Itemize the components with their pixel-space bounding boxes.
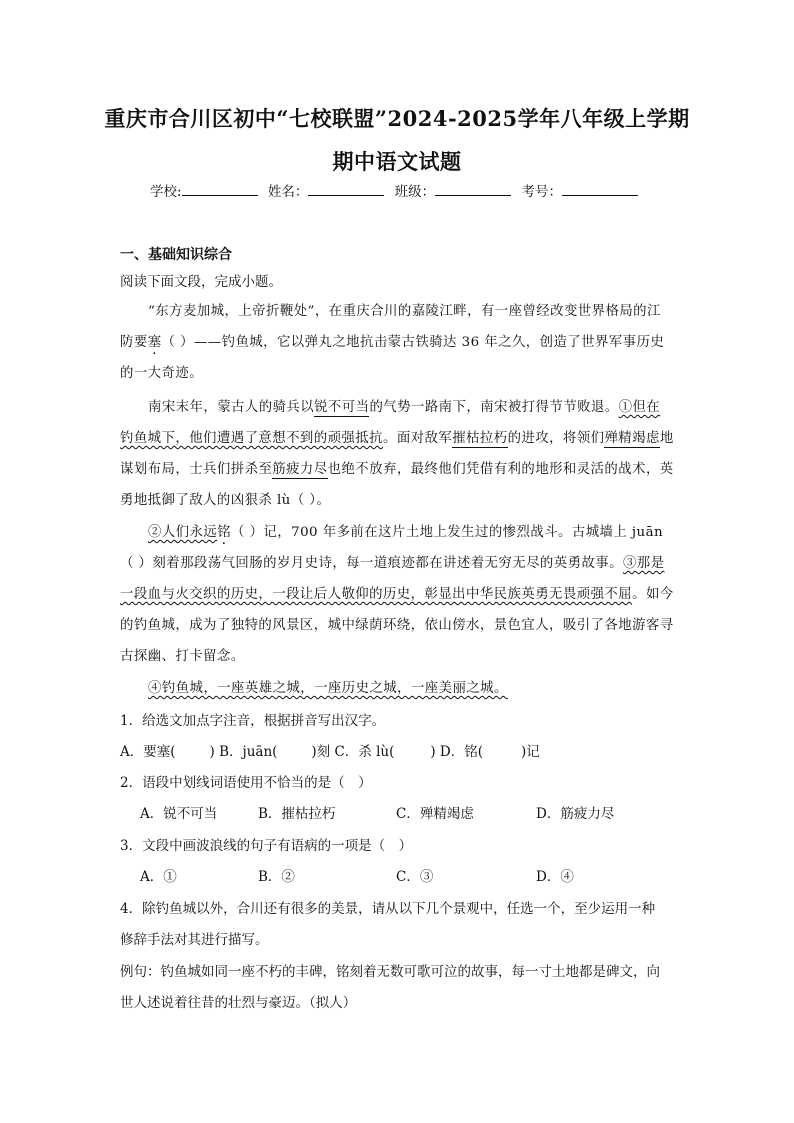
q3-option-d[interactable]: D．④ — [536, 869, 574, 885]
name-label: 姓名： — [267, 184, 309, 200]
passage-p3-line3 — [120, 583, 674, 602]
class-blank[interactable] — [435, 183, 511, 196]
question-4-line2: 修辞手法对其进行描写。 — [120, 932, 269, 948]
name-blank[interactable] — [308, 183, 384, 196]
school-label: 学校: — [150, 184, 182, 200]
q2-option-b[interactable]: B．摧枯拉朽 — [258, 806, 336, 822]
passage-p4 — [148, 677, 508, 696]
wavy-sentence-1-start: ①但在 — [618, 400, 661, 415]
text-span: 南宋末年，蒙古人的骑兵以 — [148, 400, 315, 415]
underlined-word-1: 锐不可当 — [314, 400, 370, 415]
question-2: 2．语段中划线词语使用不恰当的是（ ） — [120, 775, 372, 791]
text-span: 的气势一路南下，南宋被打得节节败退。 — [369, 400, 619, 415]
wavy-sentence-4: ④钓鱼城，一座英雄之城，一座历史之城，一座美丽之城。 — [148, 681, 508, 696]
wavy-sentence-3-start: ③那是 — [622, 556, 665, 571]
exam-title-line2: 期中语文试题 — [332, 149, 462, 174]
school-blank[interactable] — [182, 183, 258, 196]
text-span: 地 — [659, 431, 674, 446]
q1-option-b: ) B．juān( — [209, 744, 278, 760]
text-span: （ ）记，700 年多前在这片土地上发生过的惨烈战斗。古城墙上 juān — [231, 525, 664, 540]
text-span: 防要 — [120, 335, 148, 350]
text-span: 也绝不放弃，最终他们凭借有利的地形和灵活的战术，英 — [327, 462, 674, 477]
section-instruction: 阅读下面文段，完成小题。 — [120, 274, 282, 290]
wavy-sentence-3-end: 一段血与火交织的历史，一段让后人敬仰的历史，彰显出中华民族英勇无畏顽强不屈 — [120, 587, 633, 602]
q2-option-d[interactable]: D．筋疲力尽 — [536, 806, 615, 822]
student-info-row — [0, 180, 794, 200]
dotted-char-sai: 塞 — [147, 335, 162, 350]
text-span: 。如今 — [632, 587, 674, 602]
example-line2: 世人述说着往昔的壮烈与豪迈。（拟人） — [120, 995, 357, 1011]
q3-option-c[interactable]: C．③ — [396, 869, 434, 885]
q1-option-c: )刻 C．杀 lù( — [311, 744, 395, 760]
dotted-char-ming: 铭 — [217, 525, 232, 540]
underlined-word-4: 筋疲力尽 — [272, 462, 328, 477]
q2-option-a[interactable]: A．锐不可当 — [140, 806, 218, 822]
example-line1: 例句：钓鱼城如同一座不朽的丰碑，铭刻着无数可歌可泣的故事，每一寸土地都是碑文，向 — [120, 964, 660, 980]
q1-option-a: A．要塞( — [120, 744, 176, 760]
passage-p2-line2 — [120, 427, 674, 446]
q3-option-a[interactable]: A．① — [140, 869, 177, 885]
exam-number-label: 考号： — [521, 184, 562, 200]
q3-option-b[interactable]: B．② — [258, 869, 295, 885]
exam-title-line1: 重庆市合川区初中“七校联盟”2024-2025学年八年级上学期 — [104, 106, 690, 131]
wavy-sentence-1-end: 钓鱼城下，他们遭遇了意想不到的顽强抵抗 — [120, 431, 383, 446]
text-span: （ ）——钓鱼城，它以弹丸之地抗击蒙古铁骑达 36 年之久，创造了世界军事历史 — [161, 335, 665, 350]
text-span: 。面对敌军 — [382, 431, 453, 446]
question-1-options — [120, 740, 540, 760]
q1-option-end: )记 — [521, 744, 540, 760]
section-heading: 一、基础知识综合 — [120, 247, 232, 263]
underlined-word-2: 摧枯拉朽 — [452, 431, 508, 446]
passage-p3-line1 — [148, 521, 663, 540]
passage-p1-line3: 的一大奇迹。 — [120, 366, 204, 381]
text-span: 谋划布局，士兵们拼杀至 — [120, 462, 273, 477]
question-3: 3．文段中画波浪线的句子有语病的一项是（ ） — [120, 838, 413, 854]
underlined-word-3: 殚精竭虑 — [604, 431, 660, 446]
passage-p2-line4: 勇地抵御了敌人的凶狠杀 lù（ ）。 — [120, 493, 331, 508]
wavy-sentence-2: ②人们永远 — [148, 525, 218, 540]
passage-p2-line1 — [148, 396, 660, 415]
q2-option-c[interactable]: C．殚精竭虑 — [396, 806, 474, 822]
passage-p3-line2 — [120, 552, 665, 571]
passage-p3-line5: 古探幽、打卡留念。 — [120, 649, 245, 664]
q1-option-d: ) D．铭( — [430, 744, 484, 760]
question-1: 1．给选文加点字注音，根据拼音写出汉字。 — [120, 713, 386, 729]
passage-p2-line3 — [120, 458, 674, 477]
class-label: 班级： — [394, 184, 436, 200]
passage-p1-line1: “东方麦加城，上帝折鞭处”，在重庆合川的嘉陵江畔，有一座曾经改变世界格局的江 — [148, 304, 661, 319]
passage-p1-line2 — [120, 331, 664, 350]
text-span: 的进攻，将领们 — [507, 431, 605, 446]
passage-p3-line4: 的钓鱼城，成为了独特的风景区，城中绿荫环绕，依山傍水，景色宜人，吸引了各地游客寻 — [120, 618, 674, 633]
exam-number-blank[interactable] — [562, 183, 638, 196]
text-span: （ ）刻着那段荡气回肠的岁月史诗，每一道痕迹都在讲述着无穷无尽的英勇故事。 — [120, 556, 623, 571]
question-4-line1: 4．除钓鱼城以外，合川还有很多的美景，请从以下几个景观中，任选一个，至少运用一种 — [120, 901, 656, 917]
